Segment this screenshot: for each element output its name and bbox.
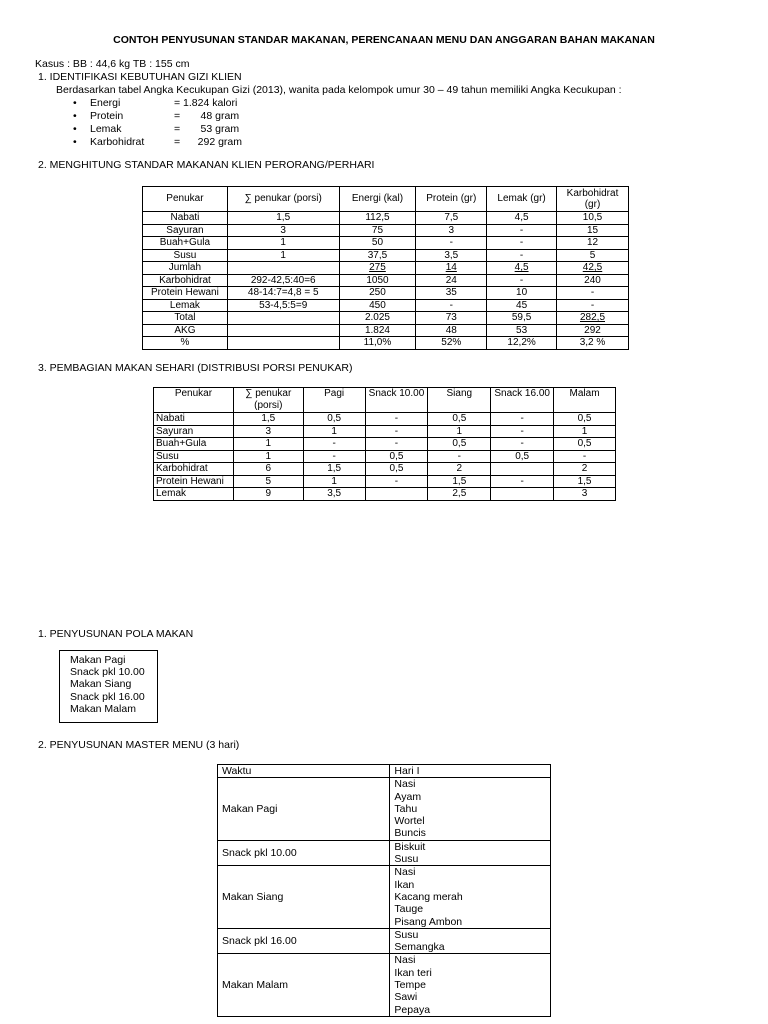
table-row <box>143 324 629 337</box>
table-cell: 0,5 <box>554 413 616 426</box>
master-menu-table <box>217 764 551 1017</box>
menu-item: Tempe <box>394 979 426 992</box>
meal-pattern-item: Makan Siang <box>70 678 132 691</box>
needs-list <box>90 97 242 149</box>
section2-heading: 2. MENGHITUNG STANDAR MAKANAN KLIEN PERORANG/PERHARI <box>38 159 375 171</box>
table-cell: 0,5 <box>365 450 428 463</box>
table-cell: 45 <box>487 299 557 312</box>
table-cell: 3 <box>233 425 303 438</box>
menu-row <box>218 840 551 866</box>
col-header: ∑ penukar (porsi) <box>233 388 303 413</box>
table-cell: Nabati <box>154 413 234 426</box>
table-cell: 292 <box>557 324 629 337</box>
menu-item: Buncis <box>394 827 426 840</box>
table-cell: 48 <box>416 324 487 337</box>
table-cell: - <box>557 287 629 300</box>
menu-item: Kacang merah <box>394 890 463 903</box>
table-row <box>154 488 616 501</box>
menu-item: Pepaya <box>394 1003 431 1016</box>
table-cell: 1050 <box>339 274 416 287</box>
meal-time-cell: Makan Pagi <box>218 778 390 840</box>
meal-pattern-item: Makan Pagi <box>70 654 126 666</box>
table-row <box>154 450 616 463</box>
table-cell: - <box>303 438 365 451</box>
table-cell: 250 <box>339 287 416 300</box>
menu-items-cell <box>390 954 551 1016</box>
menu-item: Wortel <box>394 815 425 828</box>
menu-items-cell <box>390 840 551 866</box>
table-cell: - <box>365 438 428 451</box>
table-cell: 0,5 <box>428 438 491 451</box>
table-cell: Lemak <box>154 488 234 501</box>
table-cell: 1 <box>233 438 303 451</box>
table-row <box>143 262 629 275</box>
table-cell: 1,5 <box>233 413 303 426</box>
table-cell: - <box>557 299 629 312</box>
menu-item: Nasi <box>394 778 416 791</box>
table-cell: 4,5 <box>487 262 557 275</box>
table-cell: - <box>491 475 554 488</box>
table-cell: 450 <box>339 299 416 312</box>
menu-item: Susu <box>394 853 419 866</box>
needs-item: • Energi = 1.824 kalori <box>90 97 242 110</box>
table-cell <box>227 324 339 337</box>
table-cell: 1,5 <box>554 475 616 488</box>
table-cell: Jumlah <box>143 262 228 275</box>
table-cell: 3 <box>554 488 616 501</box>
table-cell: 2 <box>428 463 491 476</box>
meal-pattern-item: Snack pkl 10.00 <box>70 666 145 679</box>
table-row <box>154 475 616 488</box>
table-cell: 75 <box>339 224 416 237</box>
col-header: Lemak (gr) <box>487 187 557 212</box>
table-cell: 0,5 <box>554 438 616 451</box>
table-cell: 6 <box>233 463 303 476</box>
table-header-row <box>154 388 616 413</box>
table-cell: Total <box>143 312 228 325</box>
table-cell: 0,5 <box>303 413 365 426</box>
table-cell: 1 <box>233 450 303 463</box>
meal-pattern-box <box>59 650 158 723</box>
case-info: Kasus : BB : 44,6 kg TB : 155 cm <box>35 58 190 70</box>
menu-item: Ikan teri <box>394 966 432 979</box>
table-cell: Sayuran <box>143 224 228 237</box>
table-cell: 10 <box>487 287 557 300</box>
menu-items-cell <box>390 928 551 954</box>
table-row <box>154 463 616 476</box>
table-cell: 50 <box>339 237 416 250</box>
section1-intro: Berdasarkan tabel Angka Kecukupan Gizi (2013), wanita pada kelompok umur 30 – 49 tahun memiliki Angka Kecukupan : <box>56 84 622 96</box>
col-header: Siang <box>428 388 491 413</box>
table-cell: 1.824 <box>339 324 416 337</box>
table-row <box>143 287 629 300</box>
col-header: Karbohidrat (gr) <box>557 187 629 212</box>
menu-items-cell <box>390 866 551 928</box>
table-cell: Nabati <box>143 212 228 225</box>
table-row <box>143 274 629 287</box>
section4-heading: 1. PENYUSUNAN POLA MAKAN <box>38 628 194 640</box>
menu-item: Tauge <box>394 903 424 916</box>
meal-time-cell: Makan Siang <box>218 866 390 928</box>
table-cell <box>227 262 339 275</box>
table-cell: 10,5 <box>557 212 629 225</box>
table-cell: 73 <box>416 312 487 325</box>
needs-item: • Karbohidrat = 292 gram <box>90 136 242 149</box>
col-header: Penukar <box>143 187 228 212</box>
table-cell <box>227 337 339 350</box>
table-row <box>143 299 629 312</box>
table-cell: 37,5 <box>339 249 416 262</box>
table-cell: 1,5 <box>303 463 365 476</box>
table-cell: - <box>487 237 557 250</box>
table-cell: Buah+Gula <box>143 237 228 250</box>
table-cell: 59,5 <box>487 312 557 325</box>
table-cell <box>227 312 339 325</box>
table-cell: 5 <box>233 475 303 488</box>
table-cell: 52% <box>416 337 487 350</box>
table-cell: 240 <box>557 274 629 287</box>
table-cell: 3,2 % <box>557 337 629 350</box>
table-cell: 24 <box>416 274 487 287</box>
menu-item: Biskuit <box>394 840 426 853</box>
table-cell: 3 <box>416 224 487 237</box>
document-title: CONTOH PENYUSUNAN STANDAR MAKANAN, PERENCANAAN MENU DAN ANGGARAN BAHAN MAKANAN <box>113 34 655 46</box>
table-cell: Sayuran <box>154 425 234 438</box>
table-cell: 1 <box>554 425 616 438</box>
col-header: Snack 16.00 <box>491 388 554 413</box>
table-cell: 35 <box>416 287 487 300</box>
needs-item: • Protein = 48 gram <box>90 110 242 123</box>
col-header: Malam <box>554 388 616 413</box>
table-cell: 0,5 <box>491 450 554 463</box>
table-row <box>154 413 616 426</box>
table-cell: 0,5 <box>365 463 428 476</box>
table-cell: Susu <box>154 450 234 463</box>
col-header: Pagi <box>303 388 365 413</box>
col-header-waktu: Waktu <box>218 765 390 778</box>
section5-heading: 2. PENYUSUNAN MASTER MENU (3 hari) <box>38 739 240 751</box>
menu-row <box>218 928 551 954</box>
menu-item: Ayam <box>394 790 422 803</box>
table-cell: Karbohidrat <box>143 274 228 287</box>
standard-food-table <box>142 186 629 350</box>
table-cell: Karbohidrat <box>154 463 234 476</box>
menu-item: Semangka <box>394 941 445 954</box>
table-row <box>154 425 616 438</box>
table-cell: 282,5 <box>557 312 629 325</box>
table-cell: 9 <box>233 488 303 501</box>
table-cell: 4,5 <box>487 212 557 225</box>
table-header-row <box>143 187 629 212</box>
menu-row <box>218 778 551 840</box>
table-cell: - <box>416 299 487 312</box>
table-cell <box>491 463 554 476</box>
col-header: Penukar <box>154 388 234 413</box>
menu-item: Nasi <box>394 866 416 879</box>
table-header-row <box>218 765 551 778</box>
table-cell: - <box>491 425 554 438</box>
table-cell: Lemak <box>143 299 228 312</box>
table-cell: 5 <box>557 249 629 262</box>
table-row <box>154 438 616 451</box>
table-cell: 112,5 <box>339 212 416 225</box>
table-cell: - <box>491 438 554 451</box>
table-cell: - <box>487 249 557 262</box>
col-header: Snack 10.00 <box>365 388 428 413</box>
table-cell: AKG <box>143 324 228 337</box>
menu-item: Susu <box>394 928 419 941</box>
table-cell: 7,5 <box>416 212 487 225</box>
table-cell: 292-42,5:40=6 <box>227 274 339 287</box>
menu-item: Ikan <box>394 878 415 891</box>
table-cell: 1 <box>227 249 339 262</box>
table-cell: - <box>487 224 557 237</box>
col-header: Energi (kal) <box>339 187 416 212</box>
table-cell: % <box>143 337 228 350</box>
table-cell: 1 <box>303 475 365 488</box>
meal-time-cell: Snack pkl 10.00 <box>218 840 390 866</box>
menu-item: Nasi <box>394 954 416 967</box>
table-cell: Buah+Gula <box>154 438 234 451</box>
table-cell: 1,5 <box>428 475 491 488</box>
table-row <box>143 249 629 262</box>
meal-pattern-item: Makan Malam <box>70 702 136 715</box>
table-cell: 3,5 <box>416 249 487 262</box>
needs-item: • Lemak = 53 gram <box>90 123 242 136</box>
table-cell <box>365 488 428 501</box>
table-cell: 275 <box>339 262 416 275</box>
table-row <box>143 312 629 325</box>
table-cell: 53 <box>487 324 557 337</box>
table-cell: - <box>365 475 428 488</box>
table-cell: 0,5 <box>428 413 491 426</box>
table-cell: - <box>487 274 557 287</box>
table-cell: 3,5 <box>303 488 365 501</box>
table-cell: 2 <box>554 463 616 476</box>
table-cell: 2.025 <box>339 312 416 325</box>
section3-heading: 3. PEMBAGIAN MAKAN SEHARI (DISTRIBUSI PORSI PENUKAR) <box>38 362 353 374</box>
col-header: Protein (gr) <box>416 187 487 212</box>
table-row <box>143 212 629 225</box>
meal-time-cell: Makan Malam <box>218 954 390 1016</box>
table-cell: 3 <box>227 224 339 237</box>
table-cell: 42,5 <box>557 262 629 275</box>
table-cell: Protein Hewani <box>154 475 234 488</box>
table-cell: Susu <box>143 249 228 262</box>
table-cell: - <box>303 450 365 463</box>
section1-heading: 1. IDENTIFIKASI KEBUTUHAN GIZI KLIEN <box>38 71 242 83</box>
col-header: ∑ penukar (porsi) <box>227 187 339 212</box>
table-cell: 12,2% <box>487 337 557 350</box>
table-cell: 15 <box>557 224 629 237</box>
table-cell: - <box>365 413 428 426</box>
table-cell: 1 <box>428 425 491 438</box>
table-cell: - <box>428 450 491 463</box>
table-cell: 48-14:7=4,8 = 5 <box>227 287 339 300</box>
table-cell: 12 <box>557 237 629 250</box>
menu-item: Sawi <box>394 991 418 1004</box>
table-cell: 1,5 <box>227 212 339 225</box>
meal-time-cell: Snack pkl 16.00 <box>218 928 390 954</box>
table-cell: - <box>365 425 428 438</box>
menu-item: Pisang Ambon <box>394 915 463 928</box>
meal-pattern-item: Snack pkl 16.00 <box>70 690 145 703</box>
table-cell: 1 <box>227 237 339 250</box>
menu-items-cell <box>390 778 551 840</box>
col-header-hari: Hari I <box>390 765 551 778</box>
table-cell: - <box>491 413 554 426</box>
table-cell: 1 <box>303 425 365 438</box>
menu-row <box>218 866 551 928</box>
portion-distribution-table <box>153 387 616 501</box>
menu-item: Tahu <box>394 802 418 815</box>
table-cell: 2,5 <box>428 488 491 501</box>
menu-row <box>218 954 551 1016</box>
table-row <box>143 237 629 250</box>
table-row <box>143 337 629 350</box>
table-row <box>143 224 629 237</box>
table-cell: - <box>554 450 616 463</box>
table-cell: - <box>416 237 487 250</box>
table-cell: Protein Hewani <box>143 287 228 300</box>
table-cell: 14 <box>416 262 487 275</box>
table-cell <box>491 488 554 501</box>
table-cell: 11,0% <box>339 337 416 350</box>
table-cell: 53-4,5:5=9 <box>227 299 339 312</box>
